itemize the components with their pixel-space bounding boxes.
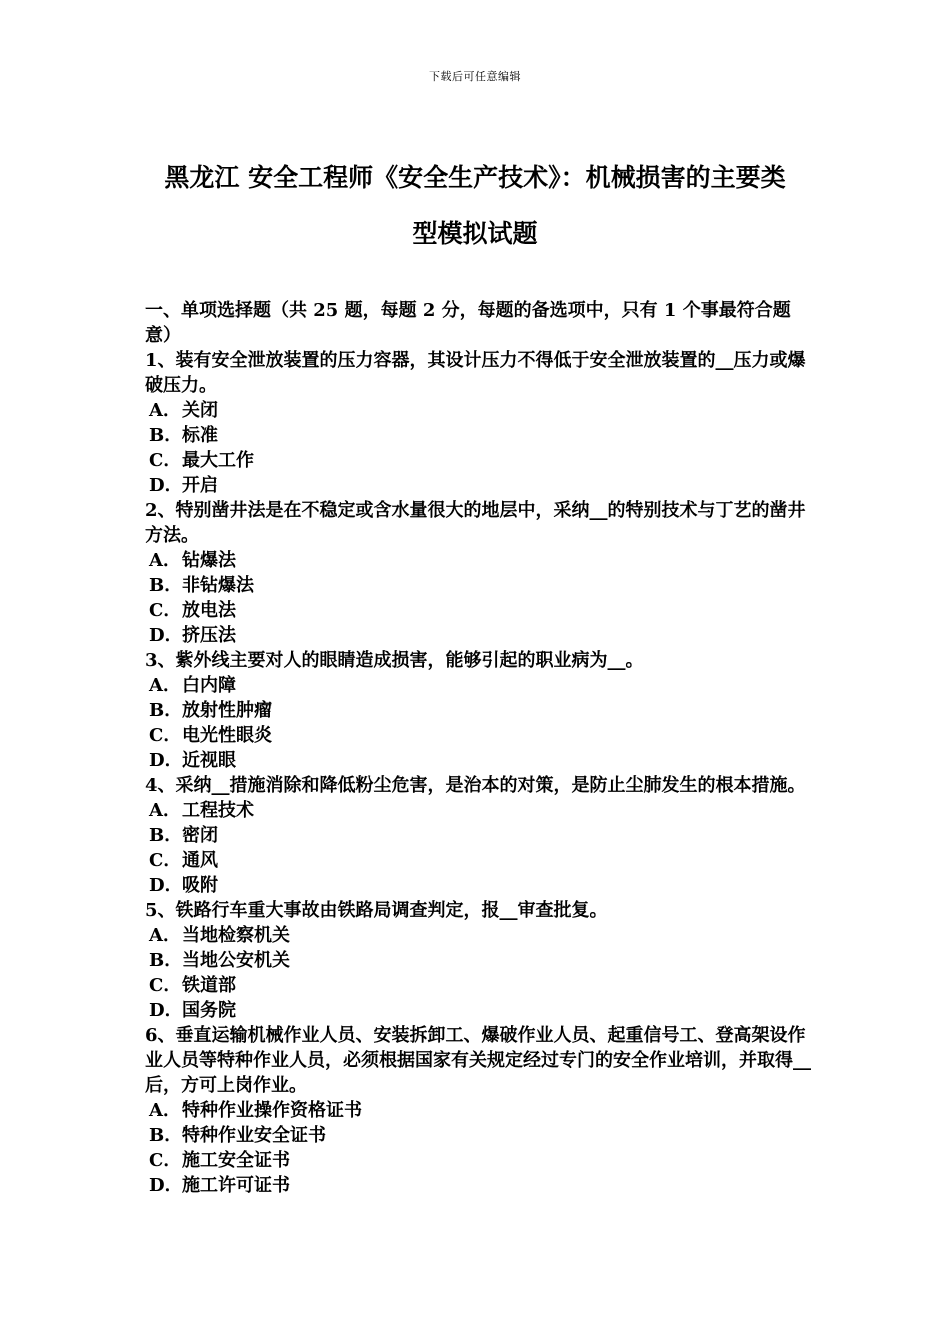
option-text: 铁道部 (182, 975, 236, 996)
option-text: 钻爆法 (182, 550, 236, 571)
question-stem: 6、垂直运输机械作业人员、安装拆卸工、爆破作业人员、起重信号工、登高架设作业人员等特种作业人员，必须根据国家有关规定经过专门的安全作业培训，并取得__后，方可上岗作业。 (145, 1025, 811, 1096)
option-item (145, 848, 813, 873)
option-item (145, 998, 813, 1023)
title-line: 型模拟试题 (412, 219, 538, 248)
option-text: 当地公安机关 (182, 950, 290, 971)
option-list (145, 1098, 813, 1198)
question-block (145, 898, 813, 1023)
option-text: 特种作业操作资格证书 (182, 1100, 362, 1121)
option-item (145, 873, 813, 898)
option-letter: D． (149, 1000, 183, 1021)
question-stem: 1、装有安全泄放装置的压力容器，其设计压力不得低于安全泄放装置的__压力或爆破压力。 (145, 350, 806, 396)
option-letter: D． (149, 625, 183, 646)
option-text: 施工许可证书 (182, 1175, 290, 1196)
option-item (145, 698, 813, 723)
option-item (145, 423, 813, 448)
option-item (145, 598, 813, 623)
option-letter: C． (149, 450, 182, 471)
option-text: 通风 (182, 850, 218, 871)
question-stem: 3、紫外线主要对人的眼睛造成损害，能够引起的职业病为__。 (145, 650, 644, 671)
option-letter: C． (149, 975, 182, 996)
option-text: 密闭 (182, 825, 218, 846)
title-line: 黑龙江 安全工程师《安全生产技术》：机械损害的主要类 (164, 163, 786, 192)
option-text: 开启 (182, 475, 218, 496)
option-text: 挤压法 (182, 625, 236, 646)
option-item (145, 398, 813, 423)
option-list (145, 673, 813, 773)
option-item (145, 798, 813, 823)
option-text: 近视眼 (182, 750, 236, 771)
section-heading: 一、单项选择题（共 25 题，每题 2 分，每题的备选项中，只有 1 个事最符合题意） (145, 300, 791, 346)
option-text: 放射性肿瘤 (182, 700, 272, 721)
option-item (145, 923, 813, 948)
option-item (145, 1148, 813, 1173)
option-letter: B． (149, 825, 183, 846)
option-text: 当地检察机关 (182, 925, 290, 946)
option-letter: C． (149, 1150, 182, 1171)
option-text: 非钻爆法 (182, 575, 254, 596)
option-letter: B． (149, 1125, 183, 1146)
option-text: 施工安全证书 (182, 1150, 290, 1171)
document-title (135, 150, 815, 262)
question-block (145, 773, 813, 898)
question-stem: 4、采纳__措施消除和降低粉尘危害，是治本的对策，是防止尘肺发生的根本措施。 (145, 775, 806, 796)
option-letter: A． (149, 400, 181, 421)
option-letter: D． (149, 875, 183, 896)
question-block (145, 498, 813, 648)
option-item (145, 948, 813, 973)
option-item (145, 723, 813, 748)
option-letter: A． (149, 550, 181, 571)
option-text: 工程技术 (182, 800, 254, 821)
option-item (145, 1173, 813, 1198)
option-text: 白内障 (182, 675, 236, 696)
header-note: 下载后可任意编辑 (429, 70, 521, 83)
option-item (145, 973, 813, 998)
option-letter: D． (149, 750, 183, 771)
option-letter: A． (149, 925, 181, 946)
question-block (145, 348, 813, 498)
option-letter: C． (149, 850, 182, 871)
option-letter: A． (149, 1100, 181, 1121)
option-letter: D． (149, 1175, 183, 1196)
option-item (145, 748, 813, 773)
option-list (145, 798, 813, 898)
option-letter: B． (149, 425, 183, 446)
option-letter: A． (149, 675, 181, 696)
option-letter: C． (149, 600, 182, 621)
option-letter: A． (149, 800, 181, 821)
option-item (145, 548, 813, 573)
option-text: 最大工作 (182, 450, 254, 471)
option-letter: B． (149, 700, 183, 721)
option-letter: C． (149, 725, 182, 746)
document-body (145, 298, 813, 1198)
option-item (145, 673, 813, 698)
option-text: 电光性眼炎 (182, 725, 272, 746)
option-list (145, 398, 813, 498)
question-block (145, 648, 813, 773)
option-text: 国务院 (182, 1000, 236, 1021)
option-list (145, 923, 813, 1023)
option-item (145, 1098, 813, 1123)
question-stem: 5、铁路行车重大事故由铁路局调查判定，报__审查批复。 (145, 900, 608, 921)
option-letter: B． (149, 575, 183, 596)
option-letter: D． (149, 475, 183, 496)
option-item (145, 823, 813, 848)
option-text: 关闭 (182, 400, 218, 421)
option-item (145, 573, 813, 598)
option-item (145, 473, 813, 498)
option-item (145, 1123, 813, 1148)
question-stem: 2、特别凿井法是在不稳定或含水量很大的地层中，采纳__的特别技术与丁艺的凿井方法。 (145, 500, 806, 546)
question-block (145, 1023, 813, 1198)
option-text: 特种作业安全证书 (182, 1125, 326, 1146)
option-letter: B． (149, 950, 183, 971)
option-list (145, 548, 813, 648)
option-text: 放电法 (182, 600, 236, 621)
option-text: 吸附 (182, 875, 218, 896)
option-text: 标准 (182, 425, 218, 446)
option-item (145, 623, 813, 648)
option-item (145, 448, 813, 473)
